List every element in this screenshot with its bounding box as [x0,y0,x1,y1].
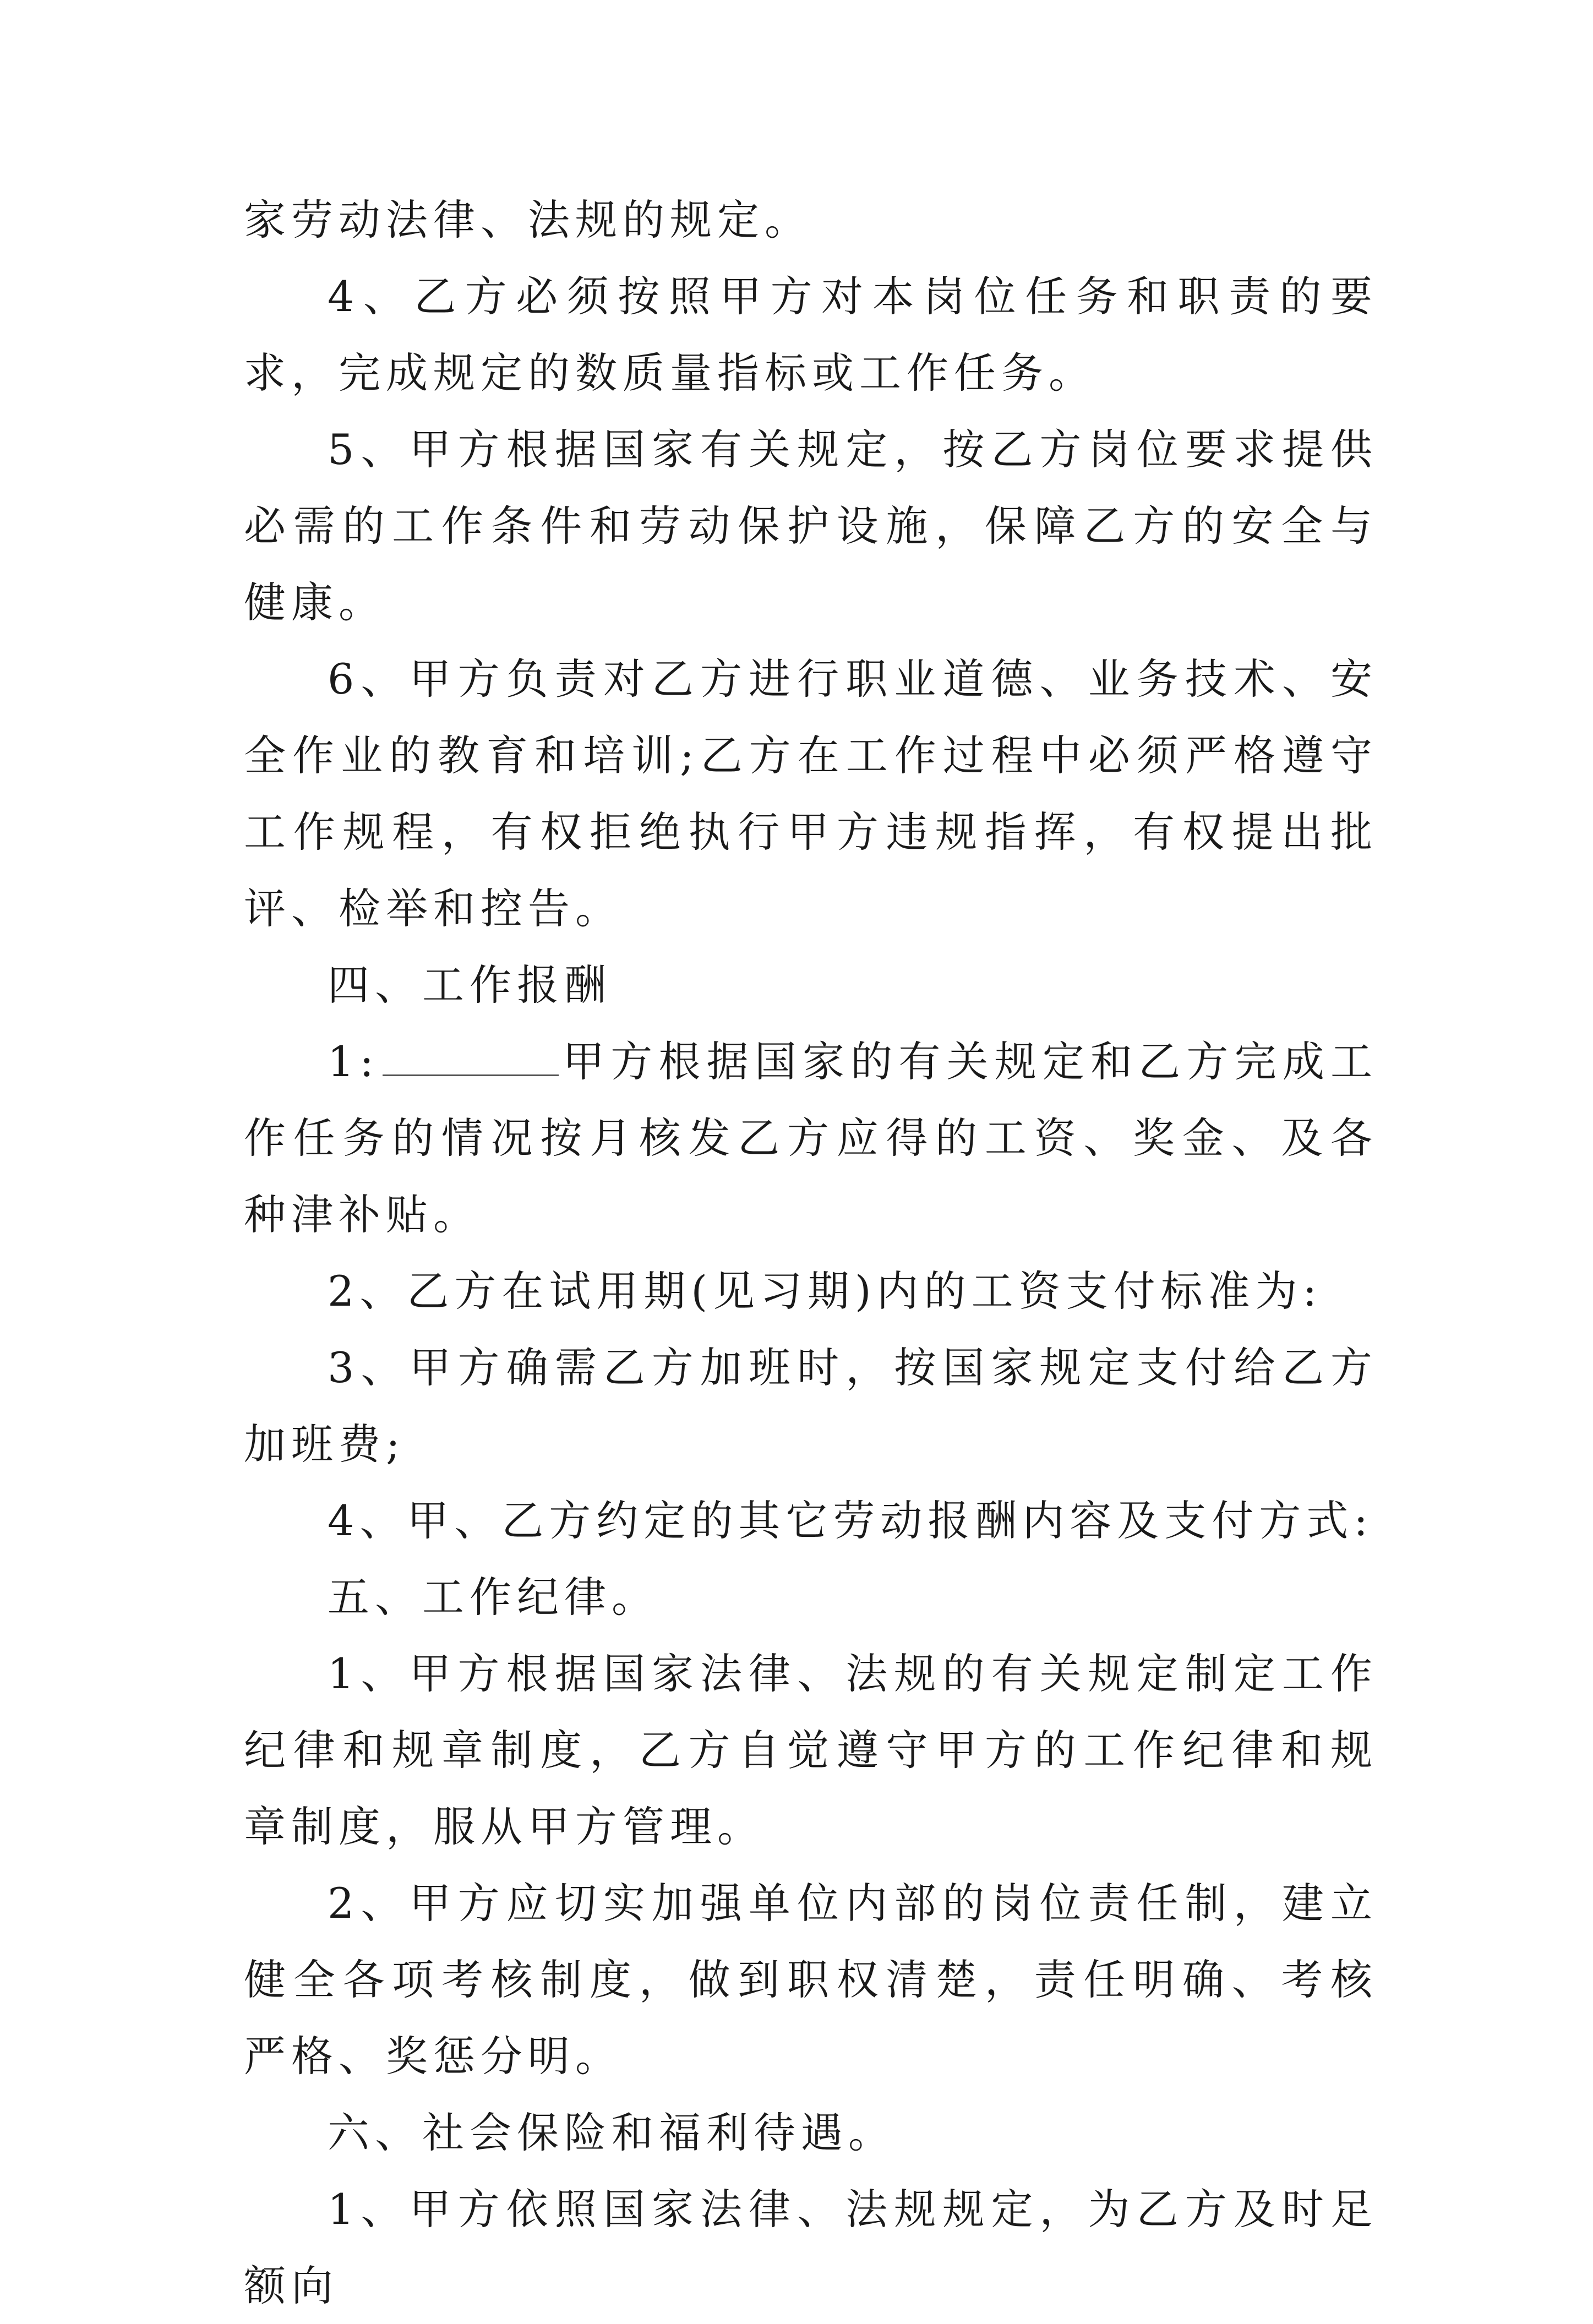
clause-4-1 [244,1023,1378,1253]
section-heading-6: 六、社会保险和福利待遇。 [328,2108,896,2157]
clause-3-5: 5、甲方根据国家有关规定，按乙方岗位要求提供必需的工作条件和劳动保护设施，保障乙方的安全与健康。 [244,425,1378,627]
clause-4-1-text: 甲方根据国家的有关规定和乙方完成工作任务的情况按月核发乙方应得的工资、奖金、及各种津补贴。 [244,1037,1378,1239]
clause-5-2: 2、甲方应切实加强单位内部的岗位责任制，建立健全各项考核制度，做到职权清楚，责任明确、考核严格、奖惩分明。 [244,1879,1378,2081]
clause-3-4: 4、乙方必须按照甲方对本岗位任务和职责的要求，完成规定的数质量指标或工作任务。 [244,272,1378,397]
clause-4-1-number: 1: [328,1037,379,1086]
contract-body [244,182,1378,2324]
clause-5-1: 1、甲方根据国家法律、法规的有关规定制定工作纪律和规章制度，乙方自觉遵守甲方的工作纪律和规章制度，服从甲方管理。 [244,1649,1378,1851]
clause-6-1: 1、甲方依照国家法律、法规规定，为乙方及时足额向 [244,2185,1378,2310]
fill-in-blank [383,1041,559,1076]
paragraph-continuation: 家劳动法律、法规的规定。 [244,195,812,244]
section-heading-4: 四、工作报酬 [328,961,612,1010]
clause-3-6: 6、甲方负责对乙方进行职业道德、业务技术、安全作业的教育和培训;乙方在工作过程中必须严格遵守工作规程，有权拒绝执行甲方违规指挥，有权提出批评、检举和控告。 [244,654,1378,933]
section-heading-5: 五、工作纪律。 [328,1573,659,1622]
clause-4-4: 4、甲、乙方约定的其它劳动报酬内容及支付方式: [328,1496,1373,1545]
clause-4-2: 2、乙方在试用期(见习期)内的工资支付标准为: [328,1267,1323,1316]
clause-4-3: 3、甲方确需乙方加班时，按国家规定支付给乙方加班费; [244,1343,1378,1469]
